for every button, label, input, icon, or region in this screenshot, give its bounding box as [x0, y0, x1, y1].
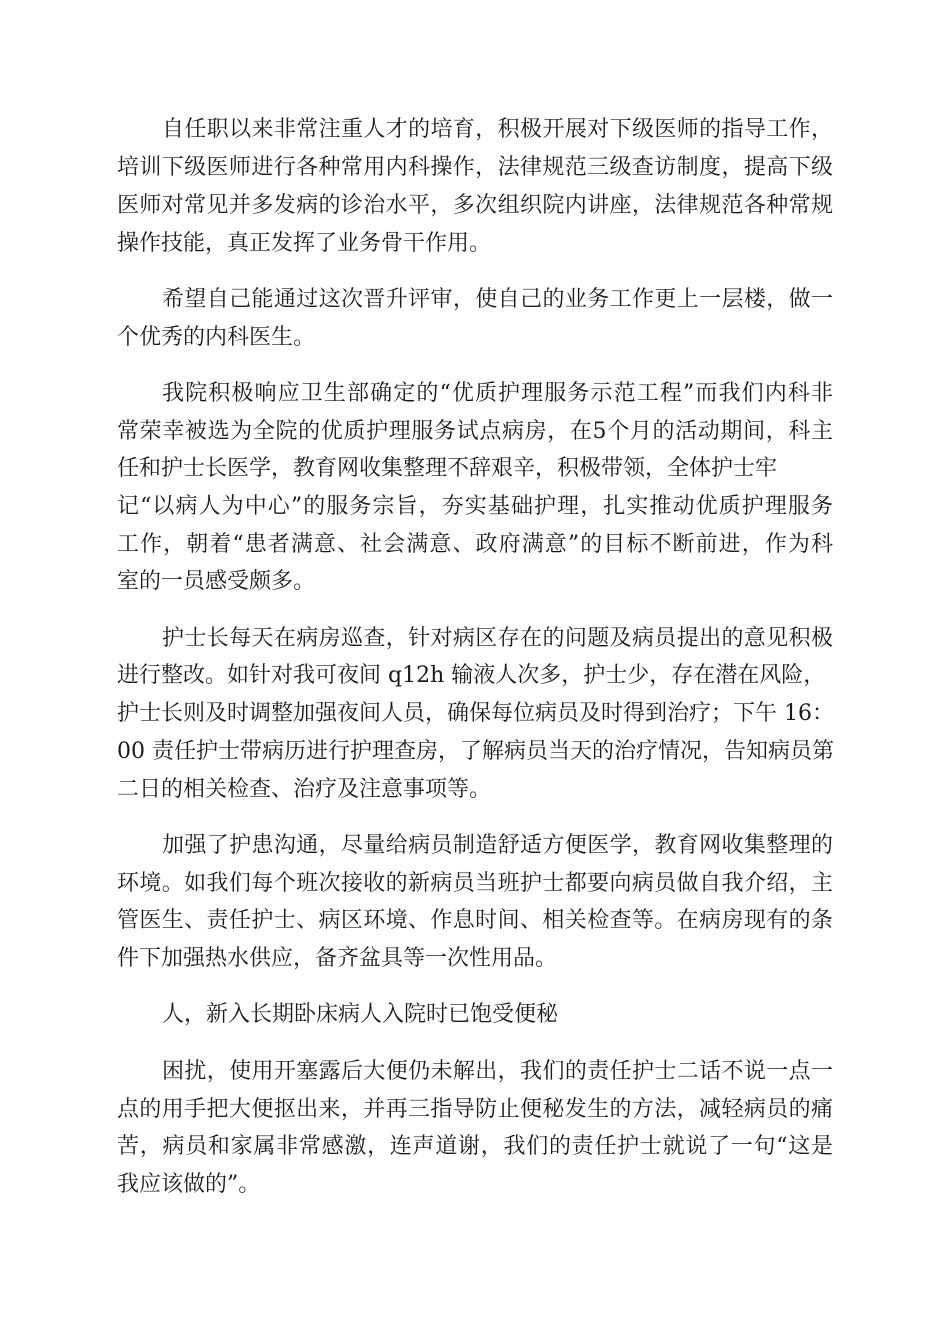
paragraph-5-line-3: 管医生、责任护士、病区环境、作息时间、相关检查等。在病房现有的条 [117, 908, 833, 933]
paragraph-2-line-1: 希望自己能通过这次晋升评审，使自己的业务工作更上一层楼，做一 [162, 287, 833, 312]
paragraph-5-line-2: 环境。如我们每个班次接收的新病员当班护士都要向病员做自我介绍，主 [117, 871, 833, 896]
paragraph-4-line-4: 00 责任护士带病历进行护理查房，了解病员当天的治疗情况，告知病员第 [117, 739, 834, 764]
paragraph-3-line-4: 记“以病人为中心”的服务宗旨，夯实基础护理，扎实推动优质护理服务 [117, 494, 833, 519]
paragraph-1-line-4: 操作技能，真正发挥了业务骨干作用。 [117, 231, 492, 256]
paragraph-1-line-3: 医师对常见并多发病的诊治水平，多次组织院内讲座，法律规范各种常规 [117, 193, 833, 218]
paragraph-4-line-1: 护士长每天在病房巡查，针对病区存在的问题及病员提出的意见积极 [162, 626, 833, 651]
paragraph-1-line-1: 自任职以来非常注重人才的培育，积极开展对下级医师的指导工作， [162, 117, 833, 142]
paragraph-3-line-3: 任和护士长医学，教育网收集整理不辞艰辛，积极带领，全体护士牢 [117, 456, 778, 481]
paragraph-7-line-3: 苦，病员和家属非常感激，连声道谢，我们的责任护士就说了一句“这是 [117, 1134, 833, 1159]
paragraph-4-line-2: 进行整改。如针对我可夜间 q12h 输液人次多，护士少，存在潜在风险， [117, 663, 826, 688]
paragraph-4-line-3: 护士长则及时调整加强夜间人员，确保每位病员及时得到治疗；下午 16： [117, 701, 834, 726]
paragraph-3-line-1: 我院积极响应卫生部确定的“优质护理服务示范工程”而我们内科非 [162, 381, 833, 406]
paragraph-3-line-6: 室的一员感受颇多。 [117, 569, 316, 594]
paragraph-2-line-2: 个优秀的内科医生。 [117, 325, 316, 350]
paragraph-5-line-1: 加强了护患沟通，尽量给病员制造舒适方便医学，教育网收集整理的 [162, 833, 833, 858]
paragraph-3-line-2: 常荣幸被选为全院的优质护理服务试点病房，在5个月的活动期间，科主 [117, 419, 833, 444]
paragraph-4-line-5: 二日的相关检查、治疗及注意事项等。 [117, 777, 492, 802]
paragraph-5-line-4: 件下加强热水供应，备齐盆具等一次性用品。 [117, 946, 558, 971]
paragraph-7-line-1: 困扰，使用开塞露后大便仍未解出，我们的责任护士二话不说一点一 [162, 1059, 833, 1084]
paragraph-3-line-5: 工作，朝着“患者满意、社会满意、政府满意”的目标不断前进，作为科 [117, 532, 833, 557]
paragraph-7-line-2: 点的用手把大便抠出来，并再三指导防止便秘发生的方法，减轻病员的痛 [117, 1097, 833, 1122]
paragraph-1-line-2: 培训下级医师进行各种常用内科操作，法律规范三级查访制度，提高下级 [117, 155, 833, 180]
paragraph-7-line-4: 我应该做的”。 [117, 1172, 261, 1197]
paragraph-6-line-1: 人，新入长期卧床病人入院时已饱受便秘 [162, 1002, 559, 1027]
